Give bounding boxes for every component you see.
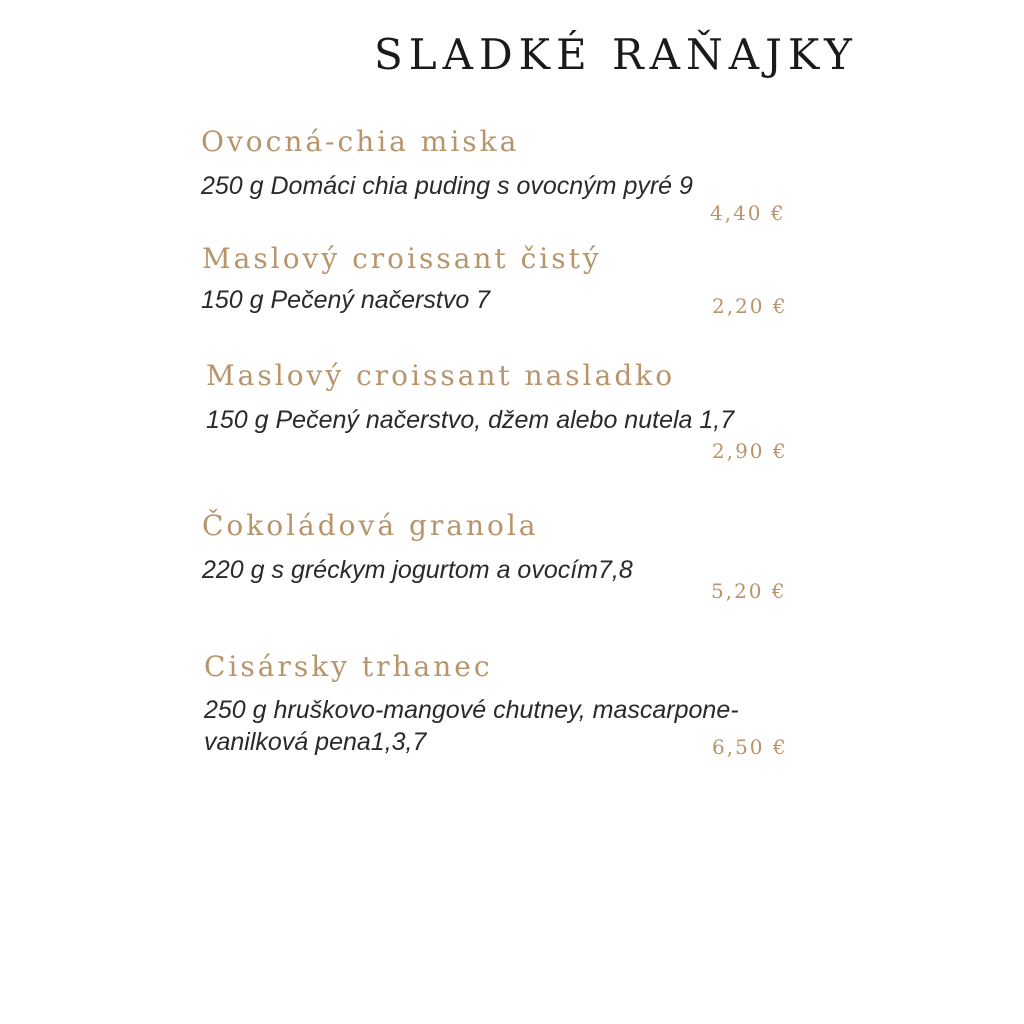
menu-item-name: Maslový croissant čistý xyxy=(202,242,602,275)
menu-item-description: 220 g s gréckym jogurtom a ovocím7,8 xyxy=(202,556,633,584)
menu-title: SLADKÉ RAŇAJKY xyxy=(374,30,858,79)
menu-item-name: Ovocná-chia miska xyxy=(201,125,520,158)
menu-item-name: Čokoládová granola xyxy=(202,509,539,542)
menu-item-name: Maslový croissant nasladko xyxy=(206,359,676,392)
menu-item-name: Cisársky trhanec xyxy=(204,650,493,683)
menu-item-price: 2,90 € xyxy=(712,439,788,463)
menu-item-description: 150 g Pečený načerstvo, džem alebo nutela 1,7 xyxy=(206,406,735,434)
menu-item-price: 2,20 € xyxy=(712,294,788,318)
menu-item-description: 250 g hruškovo-mangové chutney, mascarpone-vanilková pena1,3,7 xyxy=(204,696,739,756)
menu-item-description: 150 g Pečený načerstvo 7 xyxy=(201,286,491,314)
menu-item-description: 250 g Domáci chia puding s ovocným pyré 9 xyxy=(201,172,693,200)
menu-item-price: 4,40 € xyxy=(710,201,786,225)
menu-item-price: 5,20 € xyxy=(711,579,787,603)
menu-item-price: 6,50 € xyxy=(712,735,788,759)
